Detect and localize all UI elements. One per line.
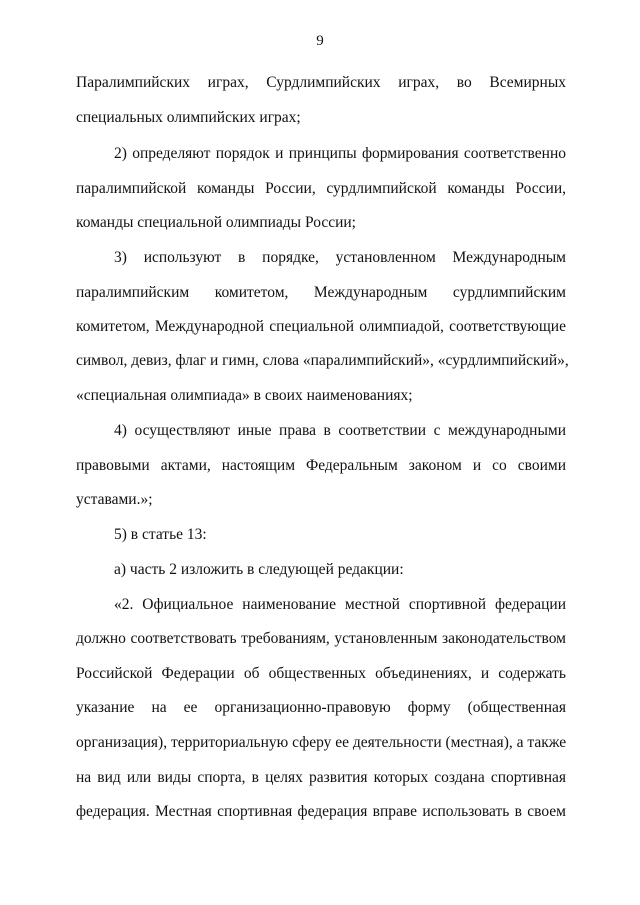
text-line: 4) осуществляют иные права в соответствии с международными (114, 422, 566, 439)
text-line: 5) в статье 13: (114, 526, 207, 543)
text-line: паралимпийским комитетом, Международным сурдлимпийским (76, 284, 566, 301)
text-line: комитетом, Международной специальной олимпиадой, соответствующие (76, 318, 566, 335)
text-line: правовыми актами, настоящим Федеральным законом и со своими (76, 457, 566, 474)
text-line: должно соответствовать требованиям, установленным законодательством (76, 630, 566, 647)
text-line: Российской Федерации об общественных объединениях, и содержать (76, 665, 566, 682)
text-line: специальных олимпийских играх; (76, 109, 301, 126)
text-line: «2. Официальное наименование местной спортивной федерации (114, 596, 566, 613)
text-line: «специальная олимпиада» в своих наименованиях; (76, 387, 413, 404)
page-number: 9 (316, 33, 324, 49)
text-line: команды специальной олимпиады России; (76, 214, 356, 231)
text-line: а) часть 2 изложить в следующей редакции: (114, 561, 404, 578)
text-line: 2) определяют порядок и принципы формирования соответственно (114, 145, 566, 162)
text-line: организация), территориальную сферу ее деятельности (местная), а также (76, 734, 567, 751)
text-line: паралимпийской команды России, сурдлимпийской команды России, (76, 180, 566, 197)
text-line: Паралимпийских играх, Сурдлимпийских играх, во Всемирных (76, 74, 566, 91)
text-line: федерация. Местная спортивная федерация вправе использовать в своем (76, 803, 566, 820)
text-line: символ, девиз, флаг и гимн, слова «паралимпийский», «сурдлимпийский», (76, 352, 569, 369)
text-line: 3) используют в порядке, установленном Международным (114, 249, 566, 266)
text-line: уставами.»; (76, 491, 153, 508)
text-line: на вид или виды спорта, в целях развития которых создана спортивная (76, 769, 566, 786)
text-line: указание на ее организационно-правовую форму (общественная (76, 699, 566, 716)
